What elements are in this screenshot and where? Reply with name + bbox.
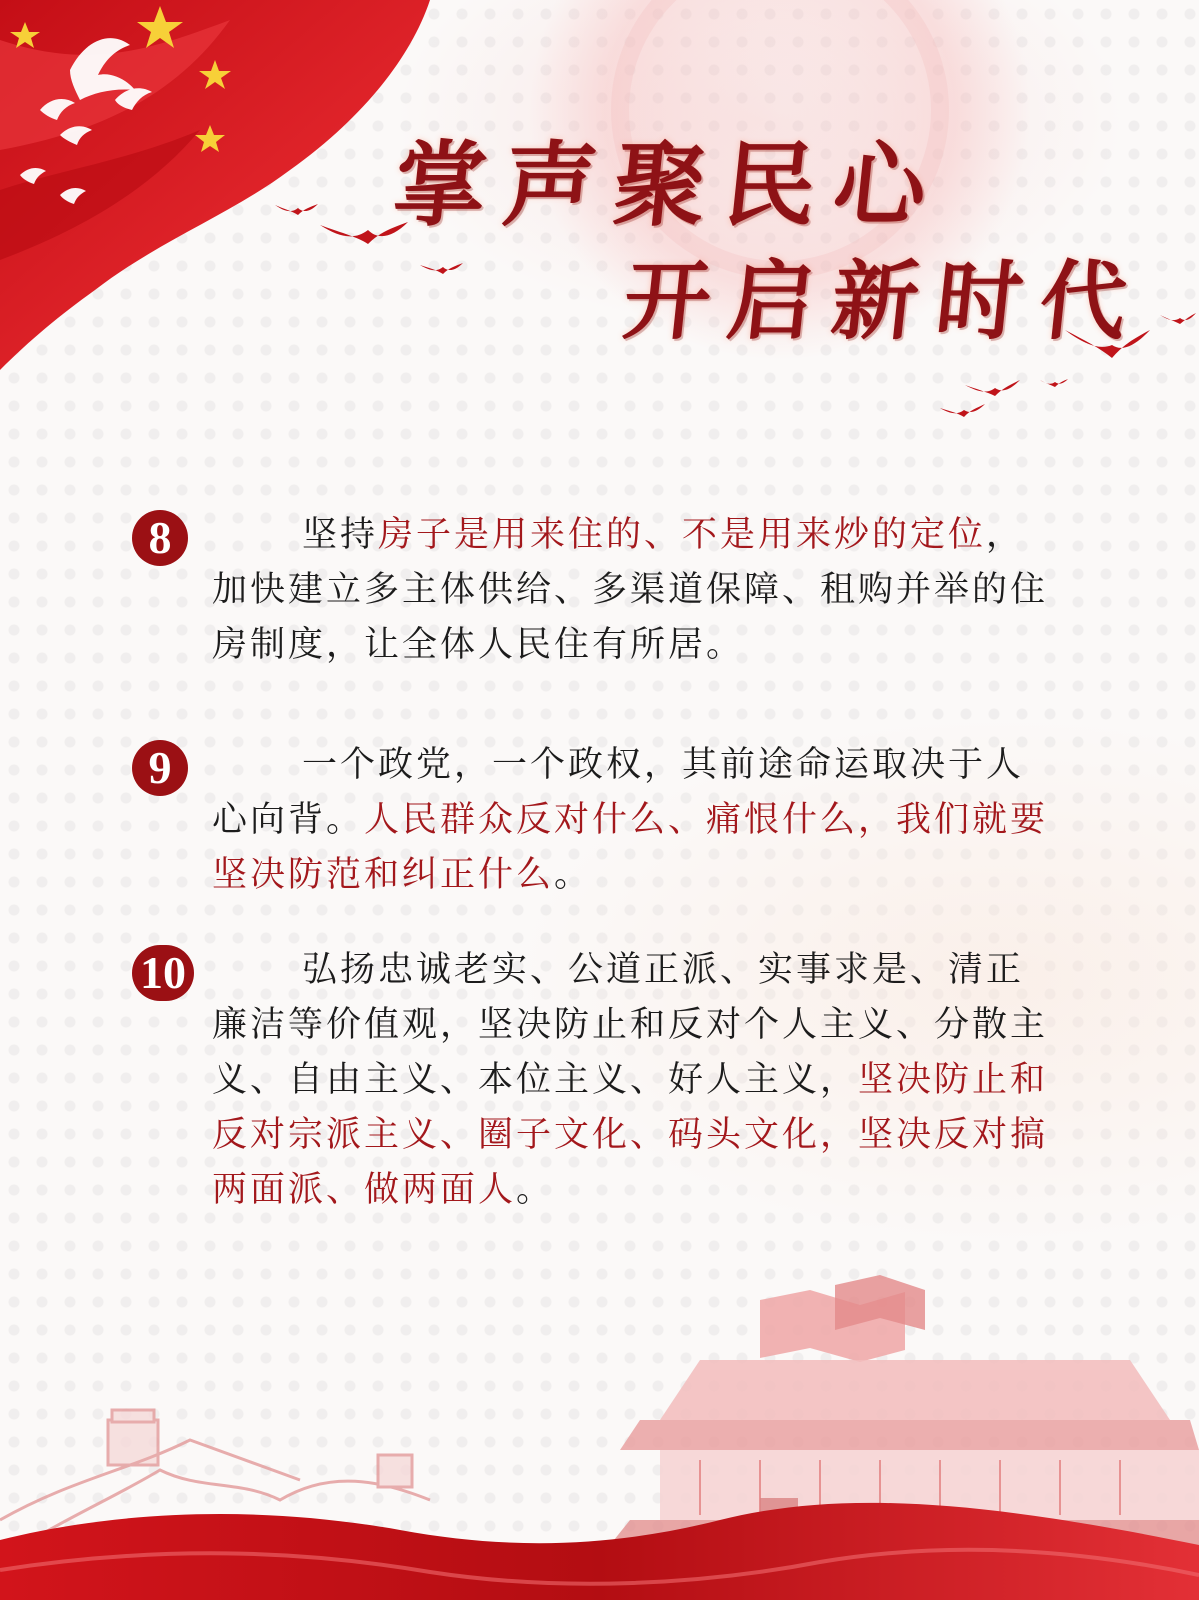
- item-paragraph: [212, 943, 1057, 1218]
- item-number-badge: 9: [132, 740, 188, 796]
- highlight-text-segment: 坚决防止和反对宗派主义、圈子文化、码头文化，坚决反对搞两面派、做两面人: [212, 1060, 1049, 1210]
- text-segment: 弘扬忠诚老实、公道正派、实事求是、清正廉洁等价值观，坚决防止和反对个人主义、分散主义、自由主义、本位主义、好人主义，: [212, 950, 1049, 1100]
- title-line-2: 开启新时代: [618, 251, 1150, 352]
- text-segment: 坚持: [302, 515, 379, 555]
- highlight-text-segment: 人民群众反对什么、痛恨什么，我们就要坚决防范和纠正什么: [212, 800, 1049, 895]
- text-segment: 一个政党，一个政权，其前途命运取决于人心向背。: [212, 745, 1025, 840]
- title-line-1: 掌声聚民心: [388, 131, 950, 239]
- item-number-badge: 10: [132, 945, 194, 1001]
- text-segment: 。: [516, 1170, 555, 1210]
- text-segment: ，加快建立多主体供给、多渠道保障、租购并举的住房制度，让全体人民住有所居。: [212, 515, 1049, 665]
- text-segment: 。: [554, 855, 593, 895]
- item-paragraph: [212, 508, 1057, 673]
- item-paragraph: [212, 738, 1057, 903]
- highlight-text-segment: 房子是用来住的、不是用来炒的定位: [378, 515, 987, 555]
- flag-decoration: [0, 0, 430, 370]
- item-number-badge: 8: [132, 510, 188, 566]
